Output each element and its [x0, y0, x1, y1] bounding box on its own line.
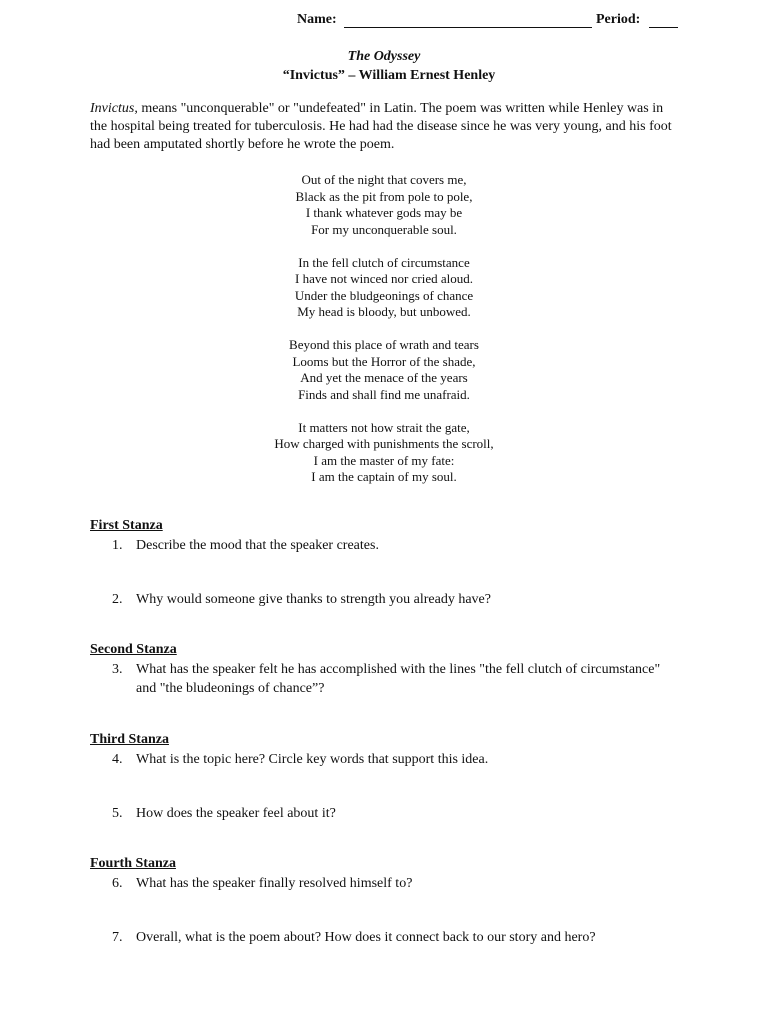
- question-number: 5.: [112, 806, 123, 821]
- question-7: [112, 928, 672, 947]
- question-number: 7.: [112, 930, 123, 945]
- poem-stanza-2: [0, 255, 768, 321]
- poem-line: Finds and shall find me unafraid.: [298, 386, 470, 402]
- poem-stanza-1: [0, 172, 768, 238]
- name-blank[interactable]: [344, 27, 592, 28]
- question-text: Why would someone give thanks to strength you already have?: [136, 592, 491, 607]
- section-heading-first-stanza: First Stanza: [90, 518, 163, 533]
- poem-line: My head is bloody, but unbowed.: [297, 304, 471, 319]
- question-number: 6.: [112, 876, 123, 891]
- period-blank[interactable]: [649, 27, 678, 28]
- poem-line: Beyond this place of wrath and tears: [289, 337, 479, 352]
- poem: [0, 172, 768, 502]
- question-number: 1.: [112, 538, 123, 553]
- question-number: 3.: [112, 662, 123, 677]
- title-block: [0, 47, 768, 85]
- intro-text: , means "unconquerable" or "undefeated" in Latin. The poem was written while Henley was in the hospital being treated for tuberculosis. He had had the disease since he was very young, and his foot had been amputated shortly before he wrote the poem.: [90, 101, 672, 152]
- poem-line: For my unconquerable soul.: [311, 221, 457, 237]
- poem-line: I have not winced nor cried aloud.: [295, 271, 473, 286]
- question-3: [112, 660, 672, 698]
- name-label: Name:: [297, 12, 337, 27]
- section-heading-third-stanza: Third Stanza: [90, 732, 169, 747]
- poem-line: I thank whatever gods may be: [305, 205, 463, 220]
- poem-line: It matters not how strait the gate,: [298, 419, 470, 435]
- intro-latin-word: Invictus: [90, 101, 135, 116]
- intro-paragraph: [90, 100, 680, 154]
- question-number: 2.: [112, 592, 123, 607]
- poem-line: I am the master of my fate:: [313, 452, 455, 468]
- poem-stanza-3: [0, 337, 768, 403]
- question-text: What has the speaker finally resolved himself to?: [136, 876, 413, 891]
- question-text: What is the topic here? Circle key words that support this idea.: [136, 752, 489, 767]
- question-6: [112, 874, 672, 893]
- poem-line: I am the captain of my soul.: [311, 469, 457, 484]
- question-number: 4.: [112, 752, 123, 767]
- book-title: The Odyssey: [347, 49, 421, 64]
- poem-line: Out of the night that covers me,: [301, 172, 467, 187]
- question-5: [112, 804, 672, 823]
- poem-line: Looms but the Horror of the shade,: [292, 353, 476, 369]
- question-text: Overall, what is the poem about? How does it connect back to our story and hero?: [136, 930, 596, 945]
- poem-line: Black as the pit from pole to pole,: [295, 188, 473, 204]
- question-4: [112, 750, 672, 769]
- question-2: [112, 590, 672, 609]
- section-heading-fourth-stanza: Fourth Stanza: [90, 856, 176, 871]
- poem-line: In the fell clutch of circumstance: [298, 254, 470, 270]
- poem-line: How charged with punishments the scroll,: [274, 436, 494, 451]
- question-1: [112, 536, 672, 555]
- question-text: What has the speaker felt he has accomplished with the lines "the fell clutch of circumstance" and "the bludeonings of chance”?: [136, 662, 661, 696]
- poem-title: “Invictus” – William Ernest Henley: [282, 68, 496, 83]
- poem-line: And yet the menace of the years: [300, 370, 468, 385]
- question-text: Describe the mood that the speaker creates.: [136, 538, 379, 553]
- poem-stanza-4: [0, 420, 768, 486]
- question-text: How does the speaker feel about it?: [136, 806, 336, 821]
- period-label: Period:: [596, 12, 641, 27]
- section-heading-second-stanza: Second Stanza: [90, 642, 177, 657]
- poem-line: Under the bludgeonings of chance: [294, 287, 474, 303]
